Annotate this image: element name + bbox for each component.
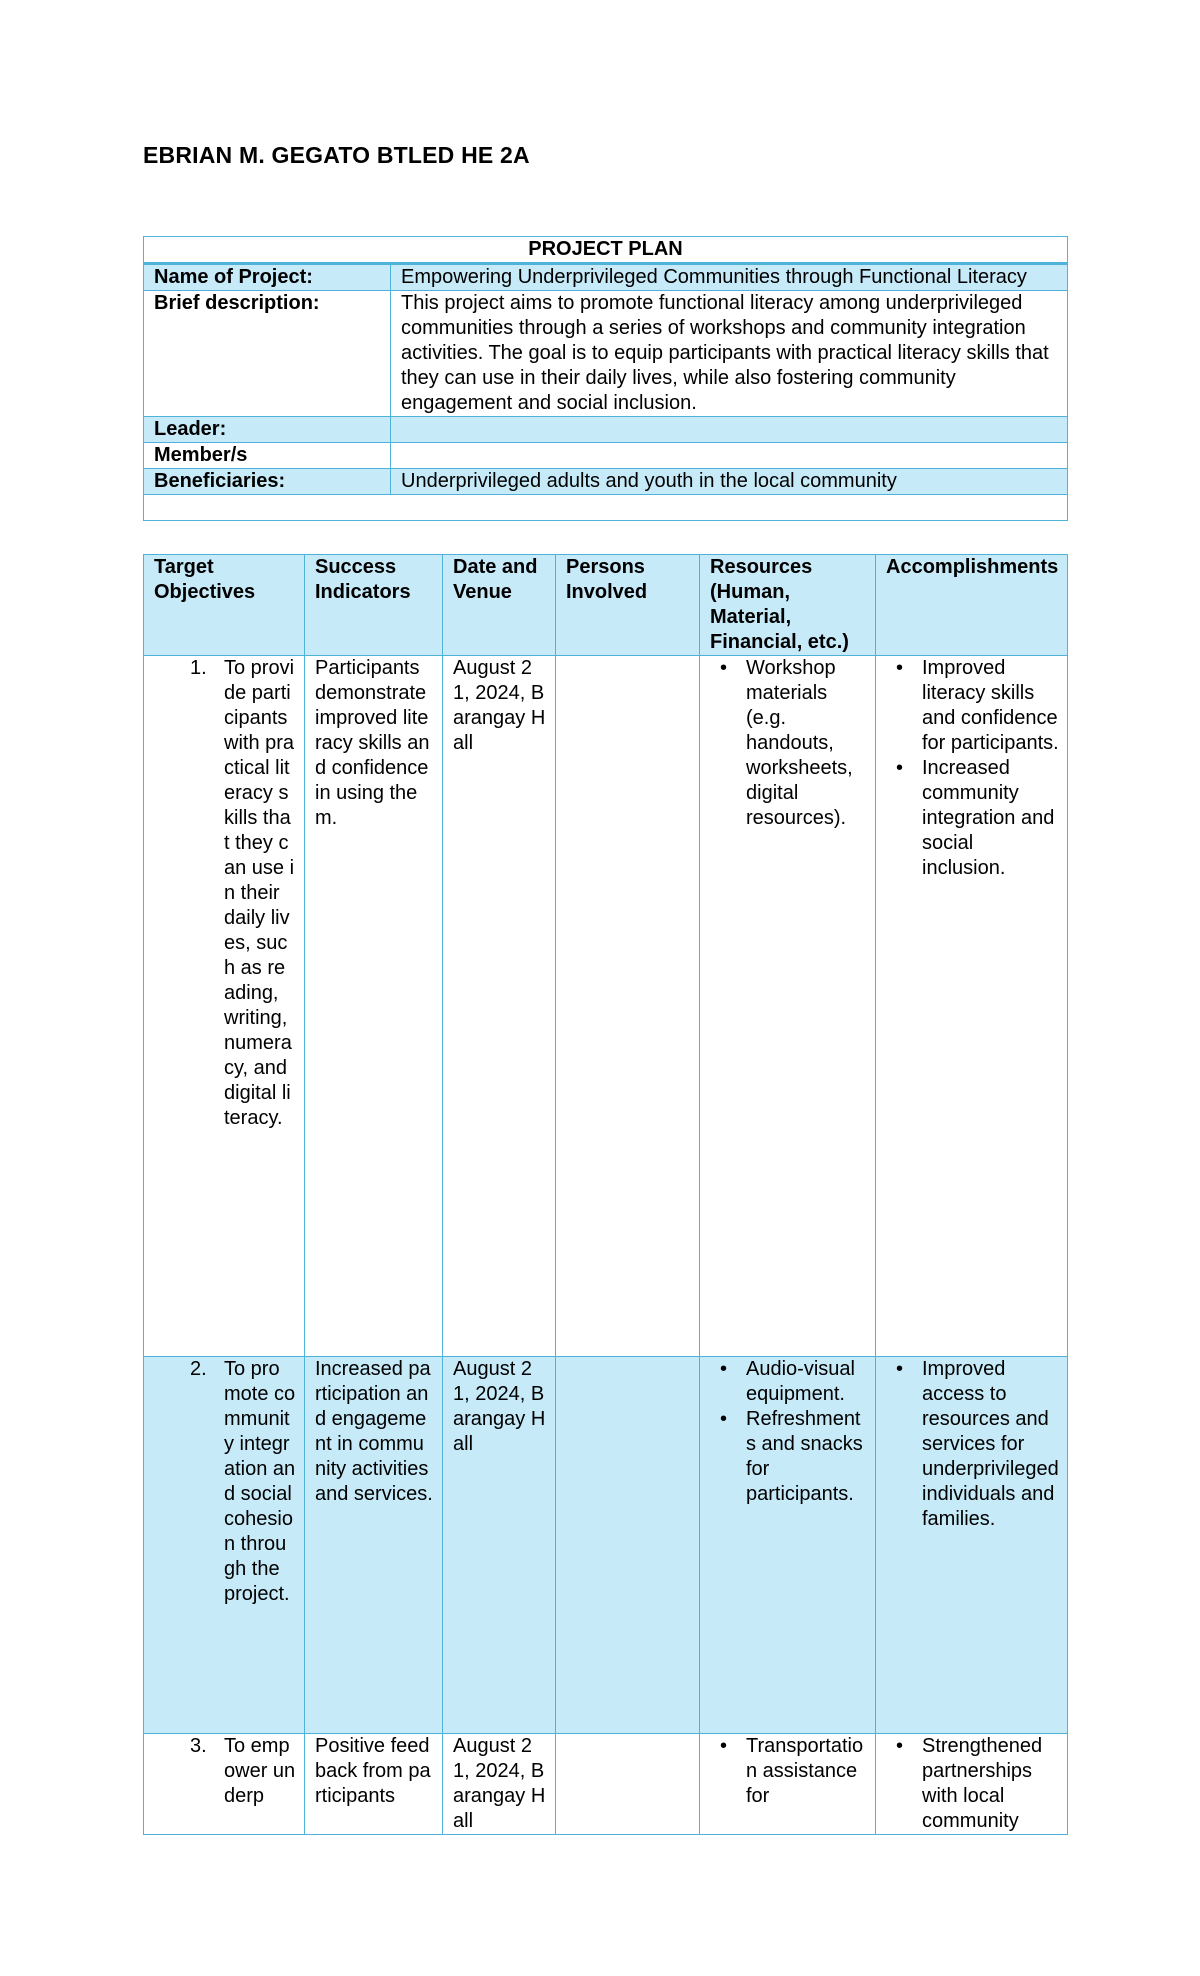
project-name-label: Name of Project: xyxy=(144,264,391,291)
plan-title-row xyxy=(144,237,1068,264)
members-label: Member/s xyxy=(144,443,391,469)
leader-row xyxy=(144,417,1068,443)
header-success-indicators: Success Indicators xyxy=(305,555,443,656)
objectives-header-row xyxy=(144,555,1068,656)
objective-cell xyxy=(144,656,305,1357)
accomplishments-cell xyxy=(876,1357,1068,1734)
date-venue-cell: August 21, 2024, Barangay Hall xyxy=(443,656,556,1357)
table-row xyxy=(144,1734,1068,1835)
members-row xyxy=(144,443,1068,469)
brief-description-value: This project aims to promote functional literacy among underprivileged communities through a series of workshops and community integration activities. The goal is to equip participants with practical literacy skills that they can use in their daily lives, while also fostering community engagement and social inclusion. xyxy=(391,291,1068,417)
objective-number: 2. xyxy=(190,1358,207,1380)
objective-cell xyxy=(144,1734,305,1835)
objective-text: To empower underp xyxy=(224,1735,296,1807)
persons-involved-cell xyxy=(556,656,700,1357)
plan-title: PROJECT PLAN xyxy=(144,237,1068,264)
persons-involved-cell xyxy=(556,1734,700,1835)
accomplishments-cell xyxy=(876,656,1068,1357)
persons-involved-cell xyxy=(556,1357,700,1734)
success-indicator-cell: Increased participation and engagement in community activities and services. xyxy=(305,1357,443,1734)
header-target-objectives: Target Objectives xyxy=(144,555,305,656)
list-item: • Increased community integration and social inclusion. xyxy=(886,756,1059,881)
header-date-venue: Date and Venue xyxy=(443,555,556,656)
spacer-row xyxy=(144,495,1068,521)
header-resources: Resources (Human, Material, Financial, etc.) xyxy=(700,555,876,656)
leader-value xyxy=(391,417,1068,443)
list-item: • Transportation assistance for xyxy=(710,1734,867,1809)
list-item: • Refreshments and snacks for participants. xyxy=(710,1407,867,1507)
objective-cell xyxy=(144,1357,305,1734)
success-indicator-cell: Positive feedback from participants xyxy=(305,1734,443,1835)
objective-number: 1. xyxy=(190,657,207,679)
date-venue-cell: August 21, 2024, Barangay Hall xyxy=(443,1734,556,1835)
objectives-table xyxy=(143,554,1068,1835)
table-row xyxy=(144,656,1068,1357)
date-venue-cell: August 21, 2024, Barangay Hall xyxy=(443,1357,556,1734)
table-row xyxy=(144,1357,1068,1734)
beneficiaries-row xyxy=(144,469,1068,495)
accomplishments-cell xyxy=(876,1734,1068,1835)
list-item: • Audio-visual equipment. xyxy=(710,1357,867,1407)
resources-cell xyxy=(700,1734,876,1835)
resources-cell xyxy=(700,1357,876,1734)
spacer-cell xyxy=(144,495,1068,521)
list-item: • Strengthened partnerships with local community xyxy=(886,1734,1059,1834)
header-accomplishments: Accomplishments xyxy=(876,555,1068,656)
project-plan-table xyxy=(143,236,1068,521)
project-name-value: Empowering Underprivileged Communities through Functional Literacy xyxy=(391,264,1068,291)
members-value xyxy=(391,443,1068,469)
student-header: EBRIAN M. GEGATO BTLED HE 2A xyxy=(143,142,530,168)
resources-cell xyxy=(700,656,876,1357)
brief-description-label: Brief description: xyxy=(144,291,391,417)
success-indicator-cell: Participants demonstrate improved literacy skills and confidence in using them. xyxy=(305,656,443,1357)
list-item: • Improved access to resources and services for underprivileged individuals and families. xyxy=(886,1357,1059,1532)
beneficiaries-label: Beneficiaries: xyxy=(144,469,391,495)
header-persons-involved: Persons Involved xyxy=(556,555,700,656)
list-item: • Workshop materials (e.g. handouts, worksheets, digital resources). xyxy=(710,656,867,831)
list-item: • Improved literacy skills and confidence for participants. xyxy=(886,656,1059,756)
beneficiaries-value: Underprivileged adults and youth in the local community xyxy=(391,469,1068,495)
leader-label: Leader: xyxy=(144,417,391,443)
objective-text: To provide participants with practical literacy skills that they can use in their daily lives, such as reading, writing, numeracy, and digital literacy. xyxy=(224,657,295,1129)
brief-description-row xyxy=(144,291,1068,417)
project-name-row xyxy=(144,264,1068,291)
objective-text: To promote community integration and social cohesion through the project. xyxy=(224,1358,296,1605)
objective-number: 3. xyxy=(190,1735,207,1757)
